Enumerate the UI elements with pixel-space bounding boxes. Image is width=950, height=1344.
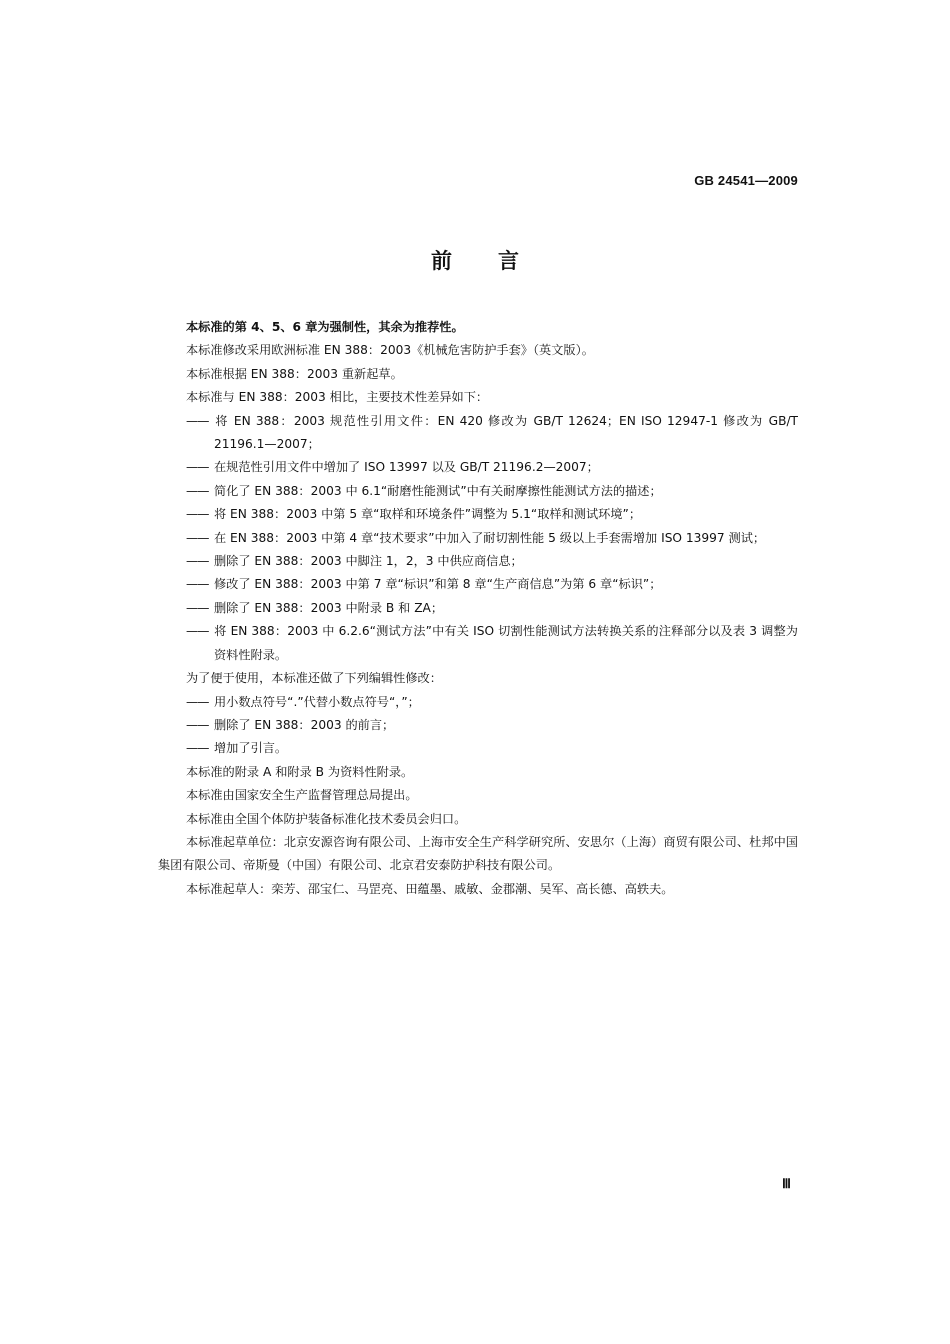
list-item-text: 用小数点符号“.”代替小数点符号“，”； bbox=[214, 694, 420, 709]
list-item bbox=[158, 620, 798, 667]
list-item bbox=[158, 456, 798, 479]
list-item bbox=[158, 597, 798, 620]
dash-marker: —— bbox=[186, 577, 209, 592]
list-item bbox=[158, 410, 798, 457]
dash-marker: —— bbox=[186, 507, 209, 522]
list-item-text: 增加了引言。 bbox=[214, 741, 288, 756]
list-item-text: 在规范性引用文件中增加了 ISO 13997 以及 GB/T 21196.2—2007； bbox=[214, 460, 599, 475]
standard-number: GB 24541—2009 bbox=[694, 173, 798, 188]
paragraph: 本标准由全国个体防护装备标准化技术委员会归口。 bbox=[186, 811, 467, 826]
list-item bbox=[158, 714, 798, 737]
list-item bbox=[158, 527, 798, 550]
paragraph: 本标准修改采用欧洲标准 EN 388：2003《机械危害防护手套》（英文版）。 bbox=[186, 343, 594, 358]
dash-marker: —— bbox=[186, 413, 209, 428]
list-item bbox=[158, 573, 798, 596]
list-item-text: 在 EN 388：2003 中第 4 章“技术要求”中加入了耐切割性能 5 级以上手套需增加 ISO 13997 测试； bbox=[214, 530, 766, 545]
document-body bbox=[158, 316, 798, 901]
dash-marker: —— bbox=[186, 741, 209, 756]
dash-marker: —— bbox=[186, 600, 209, 615]
paragraph: 本标准的附录 A 和附录 B 为资料性附录。 bbox=[186, 764, 414, 779]
paragraph: 本标准与 EN 388：2003 相比，主要技术性差异如下： bbox=[186, 390, 489, 405]
list-item bbox=[158, 550, 798, 573]
paragraph: 本标准起草单位：北京安源咨询有限公司、上海市安全生产科学研究所、安思尔（上海）商贸有限公司、杜邦中国集团有限公司、帝斯曼（中国）有限公司、北京君安泰防护科技有限公司。 bbox=[158, 834, 798, 873]
list-item-text: 删除了 EN 388：2003 中脚注 1，2，3 中供应商信息； bbox=[214, 554, 523, 569]
page-number: Ⅲ bbox=[782, 1176, 791, 1191]
dash-marker: —— bbox=[186, 460, 209, 475]
dash-marker: —— bbox=[186, 694, 209, 709]
list-item-text: 修改了 EN 388：2003 中第 7 章“标识”和第 8 章“生产商信息”为第 6 章“标识”； bbox=[214, 577, 662, 592]
dash-marker: —— bbox=[186, 554, 209, 569]
dash-marker: —— bbox=[186, 624, 209, 639]
list-item-text: 删除了 EN 388：2003 中附录 B 和 ZA； bbox=[214, 600, 444, 615]
list-item bbox=[158, 691, 798, 714]
paragraph: 本标准根据 EN 388：2003 重新起草。 bbox=[186, 366, 403, 381]
dash-marker: —— bbox=[186, 717, 209, 732]
list-item bbox=[158, 737, 798, 760]
list-item bbox=[158, 480, 798, 503]
list-item-text: 删除了 EN 388：2003 的前言； bbox=[214, 717, 395, 732]
paragraph: 本标准起草人：栾芳、邵宝仁、马罡亮、田蕴墨、戚敏、金郡潮、吴军、高长德、高轶夫。 bbox=[186, 881, 674, 896]
list-item-text: 简化了 EN 388：2003 中 6.1“耐磨性能测试”中有关耐摩擦性能测试方法的描述； bbox=[214, 483, 662, 498]
list-item-text: 将 EN 388：2003 规范性引用文件：EN 420 修改为 GB/T 12624；EN ISO 12947-1 修改为 GB/T 21196.1—2007； bbox=[214, 413, 798, 452]
page-title: 前言 bbox=[431, 249, 565, 273]
list-item bbox=[158, 503, 798, 526]
paragraph: 本标准的第 4、5、6 章为强制性，其余为推荐性。 bbox=[186, 320, 464, 334]
dash-marker: —— bbox=[186, 530, 209, 545]
list-item-text: 将 EN 388：2003 中 6.2.6“测试方法”中有关 ISO 切割性能测试方法转换关系的注释部分以及表 3 调整为资料性附录。 bbox=[214, 624, 798, 662]
paragraph: 为了便于使用，本标准还做了下列编辑性修改： bbox=[186, 671, 442, 686]
paragraph: 本标准由国家安全生产监督管理总局提出。 bbox=[186, 788, 418, 803]
dash-marker: —— bbox=[186, 483, 209, 498]
list-item-text: 将 EN 388：2003 中第 5 章“取样和环境条件”调整为 5.1“取样和测试环境”； bbox=[214, 507, 642, 522]
